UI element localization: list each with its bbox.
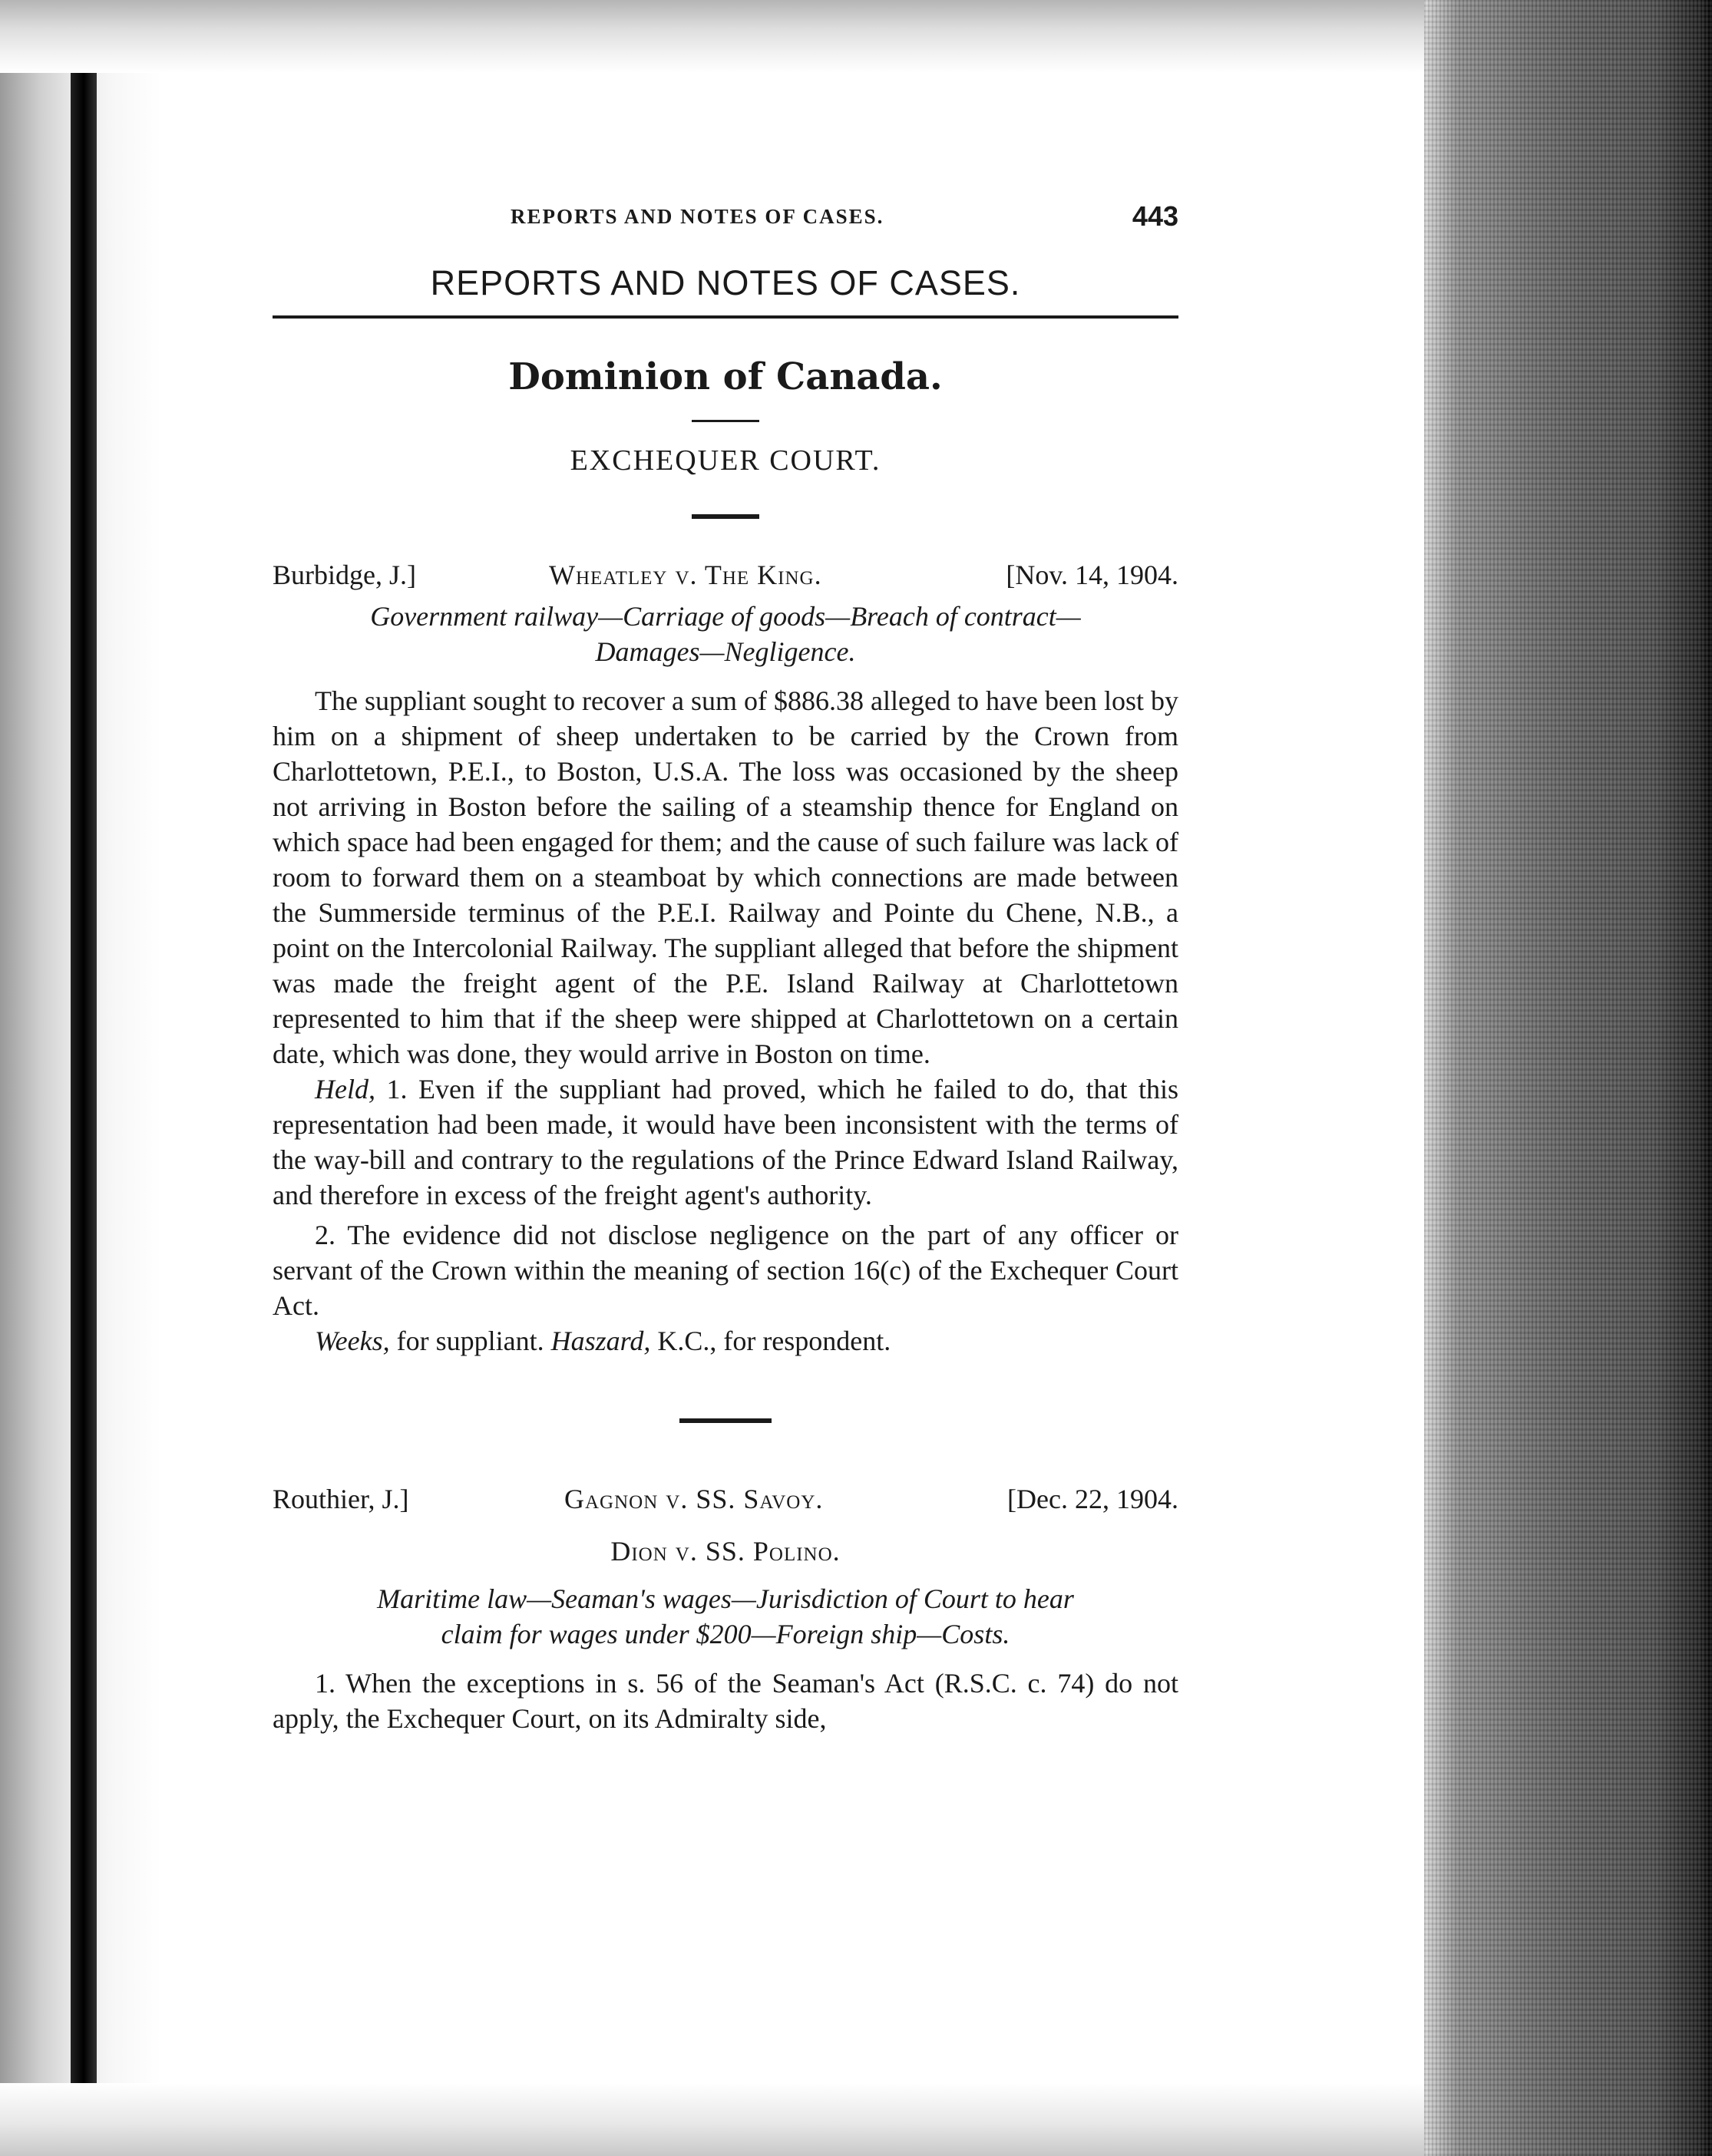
case-caption xyxy=(273,559,1178,594)
running-head-title: REPORTS AND NOTES OF CASES. xyxy=(511,205,884,228)
held-text: 1. Even if the suppliant had proved, which he failed to do, that this representation had been made, it would have been inconsistent with the terms of the way-bill and contrary to the regulations of the Prince Edward Island Railway, and therefore in excess of the freight agent's authority. xyxy=(273,1074,1178,1210)
counsel-line xyxy=(273,1323,1178,1359)
page-number: 443 xyxy=(1132,200,1178,232)
headnote-line: claim for wages under $200—Foreign ship—Costs. xyxy=(441,1619,1010,1649)
case-headnote xyxy=(273,1581,1178,1652)
section-rule xyxy=(273,315,1178,319)
headnote-line: Damages—Negligence. xyxy=(595,636,856,667)
case-date: [Nov. 14, 1904. xyxy=(1006,560,1178,590)
headnote-line: Maritime law—Seaman's wages—Jurisdiction of Court to hear xyxy=(377,1583,1074,1614)
scan-right-edge xyxy=(1424,0,1712,2156)
case-paragraph: 1. When the exceptions in s. 56 of the Seaman's Act (R.S.C. c. 74) do not apply, the Exchequer Court, on its Admiralty side, xyxy=(273,1668,1178,1734)
scan-bottom-shadow xyxy=(0,2083,1443,2156)
counsel-role: K.C., for respondent. xyxy=(650,1326,891,1356)
jurisdiction-heading: Dominion of Canada. xyxy=(508,355,943,398)
counsel-role: for suppliant. xyxy=(389,1326,551,1356)
divider xyxy=(692,514,759,519)
held-paragraph-1 xyxy=(273,1071,1178,1213)
case-parties: Gagnon v. SS. Savoy. xyxy=(564,1484,824,1514)
case-judge: Routhier, J.] xyxy=(273,1484,409,1514)
court-heading: EXCHEQUER COURT. xyxy=(570,444,881,477)
headnote-line: Government railway—Carriage of goods—Breach of contract— xyxy=(370,601,1081,632)
case-facts: The suppliant sought to recover a sum of $886.38 alleged to have been lost by him on a shipment of sheep undertaken to be carried by the Crown from Charlottetown, P.E.I., to Boston, U.S.A. The loss was occasioned by the sheep not arriving in Boston before the sailing of a steamship thence for England on which space had been engaged for them; and the cause of such failure was lack of room to forward them on a steamboat by which connections are made between the Summerside terminus of the P.E.I. Railway and Pointe du Chene, N.B., a point on the Intercolonial Railway. The suppliant alleged that before the shipment was made the freight agent of the P.E. Island Railway at Charlottetown represented to him that if the sheep were shipped at Charlottetown on a certain date, which was done, they would arrive in Boston on time. xyxy=(273,685,1178,1069)
scan-binding-edge xyxy=(71,0,97,2156)
divider xyxy=(692,420,759,422)
divider xyxy=(679,1418,772,1423)
case-judge: Burbidge, J.] xyxy=(273,560,416,590)
page-content xyxy=(273,200,1178,1736)
running-head xyxy=(273,200,1178,242)
case-date: [Dec. 22, 1904. xyxy=(1007,1484,1178,1514)
counsel-name: Haszard, xyxy=(550,1326,651,1356)
case-parties-secondary: Dion v. SS. Polino. xyxy=(610,1536,841,1567)
scan-top-shadow xyxy=(0,0,1443,73)
held-paragraph-2: 2. The evidence did not disclose negligence on the part of any officer or servant of the Crown within the meaning of section 16(c) of the Exchequer Court Act. xyxy=(273,1220,1178,1321)
case-caption xyxy=(273,1483,1178,1518)
section-title: REPORTS AND NOTES OF CASES. xyxy=(430,263,1021,302)
case-headnote xyxy=(273,599,1178,669)
counsel-name: Weeks, xyxy=(315,1326,390,1356)
held-label: Held, xyxy=(315,1074,375,1104)
case-parties: Wheatley v. The King. xyxy=(549,560,822,590)
